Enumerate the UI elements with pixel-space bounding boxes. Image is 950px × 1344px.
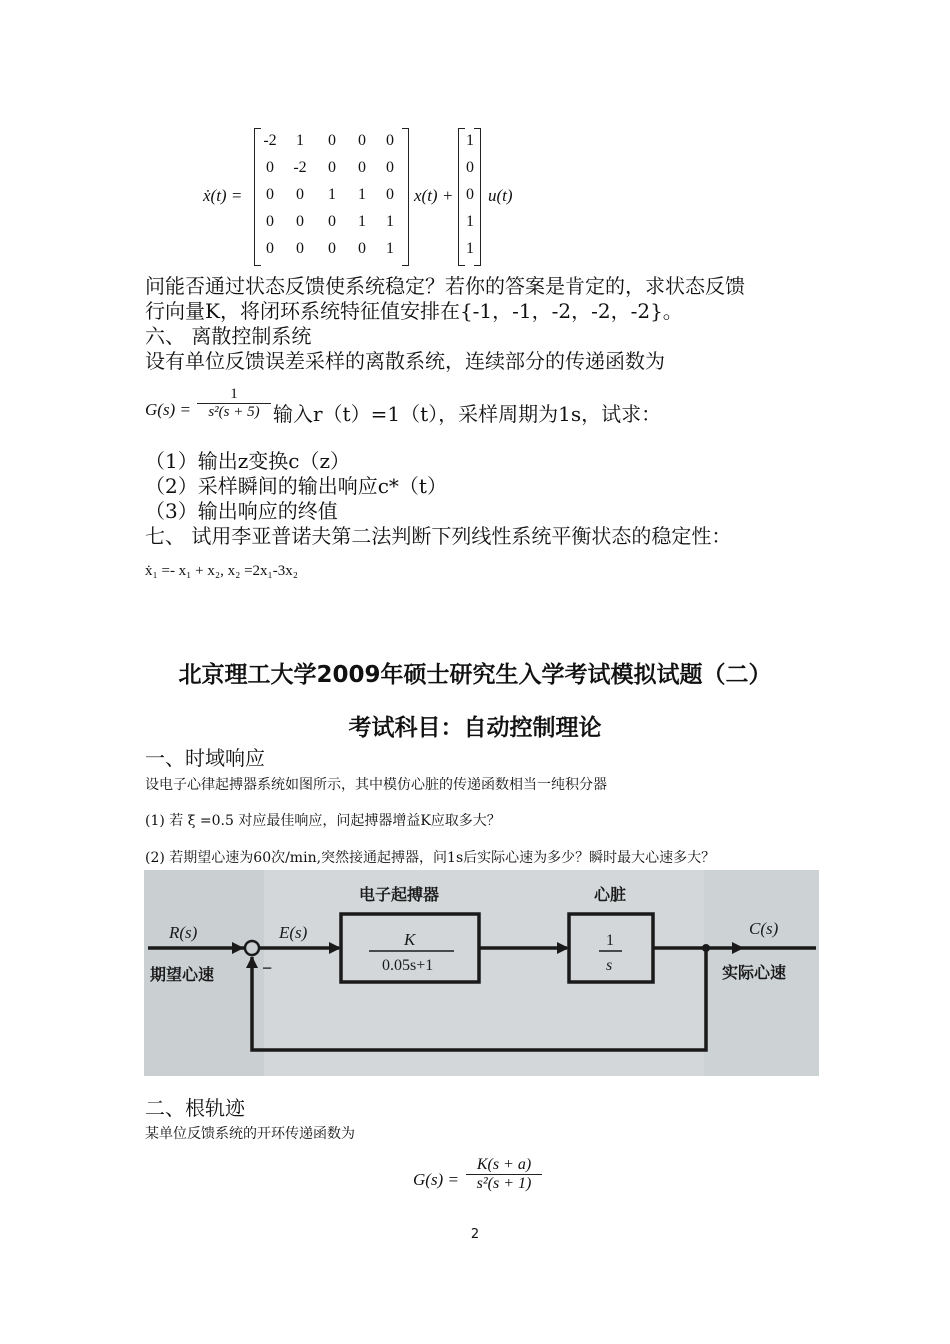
vector-b-cell: 0	[466, 186, 474, 203]
matrix-a-cell: 0	[358, 132, 366, 149]
state-equation-u-term: u(t)	[488, 186, 513, 205]
matrix-a-cell: 1	[358, 186, 366, 203]
matrix-a-cell: 1	[386, 240, 394, 257]
pacemaker-title: 电子起搏器	[359, 885, 440, 904]
part1-question-1: (1) 若 ξ =0.5 对应最佳响应，问起搏器增益K应取多大？	[145, 813, 501, 829]
heart-numerator: 1	[606, 932, 614, 949]
matrix-a-cell: 1	[386, 213, 394, 230]
heart-title: 心脏	[594, 885, 627, 904]
vector-b-cell: 0	[466, 159, 474, 176]
section6-item-2: （2）采样瞬间的输出响应c*（t）	[145, 474, 447, 498]
matrix-a-cell: 0	[296, 213, 304, 230]
matrix-a-cell: 0	[386, 186, 394, 203]
matrix-a	[260, 128, 400, 264]
matrix-a-cell: -2	[263, 132, 277, 149]
part2-intro: 某单位反馈系统的开环传递函数为	[145, 1126, 355, 1142]
heart-denominator: s	[606, 957, 613, 974]
matrix-a-cell: 0	[328, 240, 336, 257]
matrix-a-cell: 0	[266, 240, 274, 257]
matrix-a-right-bracket	[402, 128, 409, 266]
section6-item-1: （1）输出z变换c（z）	[145, 449, 350, 473]
q5-text-line2: 行向量K，将闭环系统特征值安排在{-1，-1，-2，-2，-2}。	[145, 299, 683, 323]
part2-gs-denominator: s²(s + 1)	[476, 1175, 532, 1192]
exam-title: 北京理工大学2009年硕士研究生入学考试模拟试题（二）	[178, 662, 772, 688]
matrix-a-cell: 0	[296, 240, 304, 257]
section6-intro: 设有单位反馈误差采样的离散系统，连续部分的传递函数为	[145, 349, 665, 373]
vector-b-cell: 1	[466, 240, 474, 257]
vector-b-cell: 1	[466, 213, 474, 230]
input-label: R(s)	[169, 923, 198, 942]
section6-item-3: （3）输出响应的终值	[145, 499, 338, 523]
section6-gs-numerator: 1	[197, 386, 271, 404]
matrix-a-cell: 0	[266, 159, 274, 176]
error-label: E(s)	[279, 923, 308, 942]
matrix-a-cell: 1	[296, 132, 304, 149]
matrix-a-cell: 0	[328, 132, 336, 149]
matrix-a-cell: 0	[386, 159, 394, 176]
matrix-a-cell: 0	[328, 159, 336, 176]
matrix-a-cell: 1	[358, 213, 366, 230]
part2-gs-fraction	[466, 1156, 542, 1193]
part1-heading: 一、时域响应	[145, 746, 265, 770]
takeoff-point	[702, 944, 710, 952]
part2-heading: 二、根轨迹	[145, 1096, 245, 1120]
output-desc: 实际心速	[722, 963, 787, 982]
section6-gs-lhs: G(s) =	[145, 400, 191, 419]
section6-gs-denominator: s²(s + 5)	[208, 404, 260, 420]
page-number: 2	[470, 1227, 480, 1242]
section7-heading: 七、 试用李亚普诺夫第二法判断下列线性系统平衡状态的稳定性：	[145, 524, 732, 548]
part2-gs-numerator: K(s + a)	[466, 1156, 542, 1175]
pacemaker-numerator: K	[404, 930, 416, 949]
vector-b-cell: 1	[466, 132, 474, 149]
section6-heading: 六、 离散控制系统	[145, 324, 312, 348]
section6-gs-fraction	[197, 386, 271, 421]
matrix-a-cell: 1	[328, 186, 336, 203]
matrix-a-cell: 0	[358, 240, 366, 257]
pacemaker-denominator: 0.05s+1	[382, 957, 434, 974]
matrix-a-cell: 0	[358, 159, 366, 176]
state-equation-lhs: ẋ(t) =	[203, 186, 243, 205]
matrix-a-cell: 0	[266, 186, 274, 203]
exam-subject: 考试科目：自动控制理论	[348, 715, 602, 741]
matrix-a-cell: 0	[386, 132, 394, 149]
part1-question-2: (2) 若期望心速为60次/min,突然接通起搏器，问1s后实际心速为多少？瞬时最大心速多大？	[145, 850, 716, 866]
output-label: C(s)	[749, 919, 779, 938]
state-equation-x-term: x(t) +	[414, 186, 454, 205]
matrix-a-cell: 0	[328, 213, 336, 230]
minus-sign: −	[262, 958, 273, 978]
section7-equation: ẋ₁ =- x₁ + x₂, x₂ =2x₁-3x₂	[145, 563, 298, 579]
matrix-a-cell: 0	[266, 213, 274, 230]
matrix-a-cell: -2	[293, 159, 307, 176]
section6-gs-text: 输入r（t）=1（t），采样周期为1s，试求：	[273, 402, 662, 426]
q5-text-line1: 问能否通过状态反馈使系统稳定？若你的答案是肯定的，求状态反馈	[145, 274, 745, 298]
part1-intro: 设电子心律起搏器系统如图所示，其中模仿心脏的传递函数相当一纯积分器	[145, 777, 607, 793]
input-desc: 期望心速	[150, 965, 215, 984]
part2-gs-lhs: G(s) =	[413, 1170, 459, 1189]
vector-b	[460, 128, 480, 264]
pacemaker-block-diagram	[144, 870, 819, 1076]
matrix-a-cell: 0	[296, 186, 304, 203]
